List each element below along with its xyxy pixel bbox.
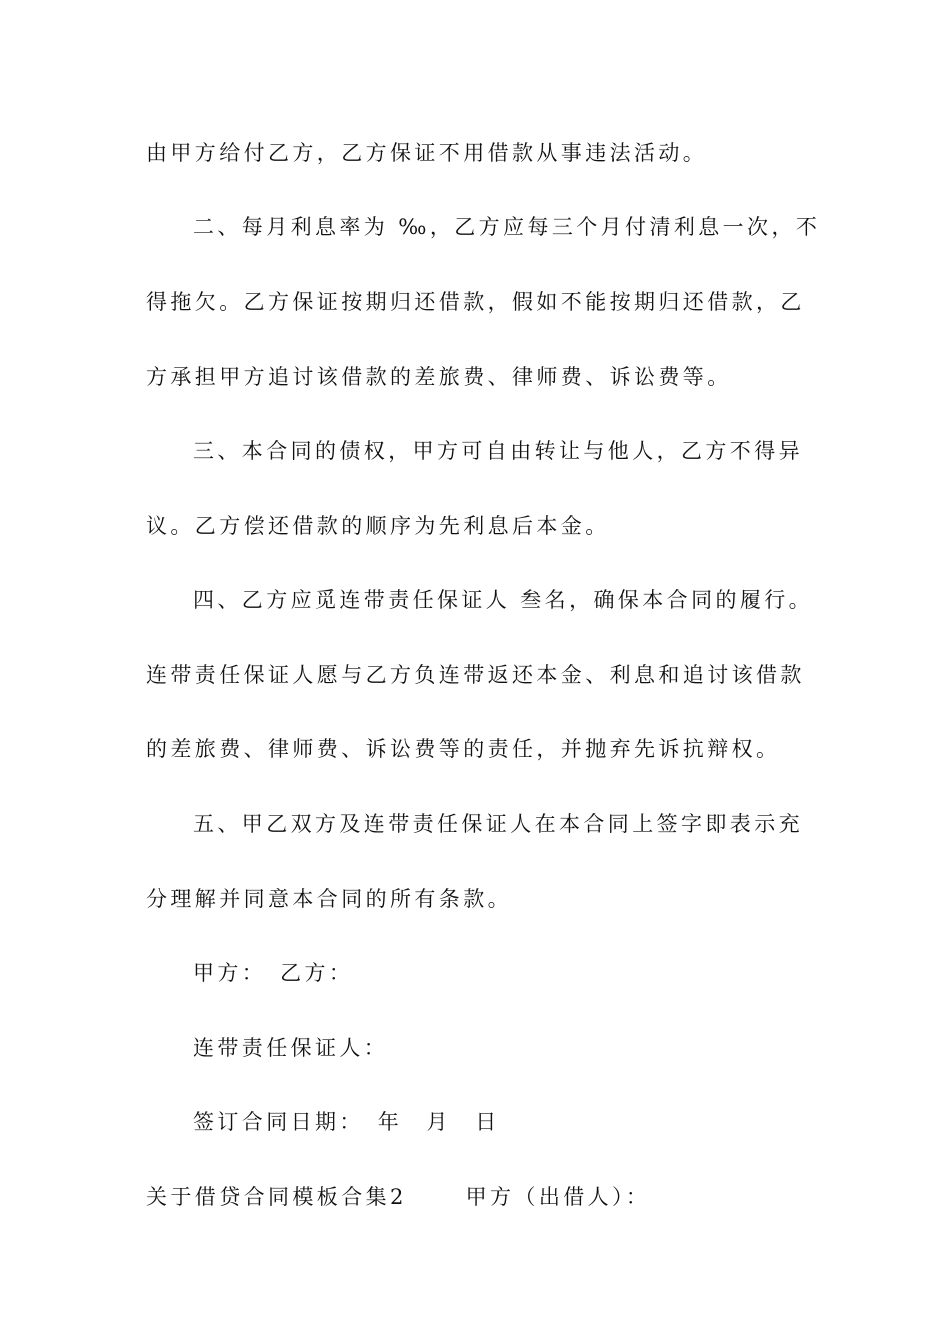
paragraph-line: 由甲方给付乙方，乙方保证不用借款从事违法活动。 [146,141,708,165]
paragraph-line: 分理解并同意本合同的所有条款。 [146,887,512,911]
section-title-line: 关于借贷合同模板合集2 甲方（出借人）： [146,1185,651,1209]
signature-parties-line: 甲方： 乙方： [193,961,354,985]
guarantor-signature-line: 连带责任保证人： [193,1036,389,1060]
paragraph-line: 二、每月利息率为 ‰，乙方应每三个月付清利息一次，不 [193,215,821,239]
paragraph-line: 三、本合同的债权，甲方可自由转让与他人，乙方不得异 [193,439,803,463]
signing-date-line: 签订合同日期： 年 月 日 [193,1110,500,1134]
paragraph-line: 五、甲乙双方及连带责任保证人在本合同上签字即表示充 [193,812,803,836]
paragraph-line: 四、乙方应觅连带责任保证人 叁名，确保本合同的履行。 [193,588,814,612]
paragraph-line: 议。乙方偿还借款的顺序为先利息后本金。 [146,514,610,538]
paragraph-line: 的差旅费、律师费、诉讼费等的责任，并抛弃先诉抗辩权。 [146,737,781,761]
paragraph-line: 方承担甲方追讨该借款的差旅费、律师费、诉讼费等。 [146,365,732,389]
paragraph-line: 得拖欠。乙方保证按期归还借款，假如不能按期归还借款，乙 [146,290,805,314]
paragraph-line: 连带责任保证人愿与乙方负连带返还本金、利息和追讨该借款 [146,663,805,687]
